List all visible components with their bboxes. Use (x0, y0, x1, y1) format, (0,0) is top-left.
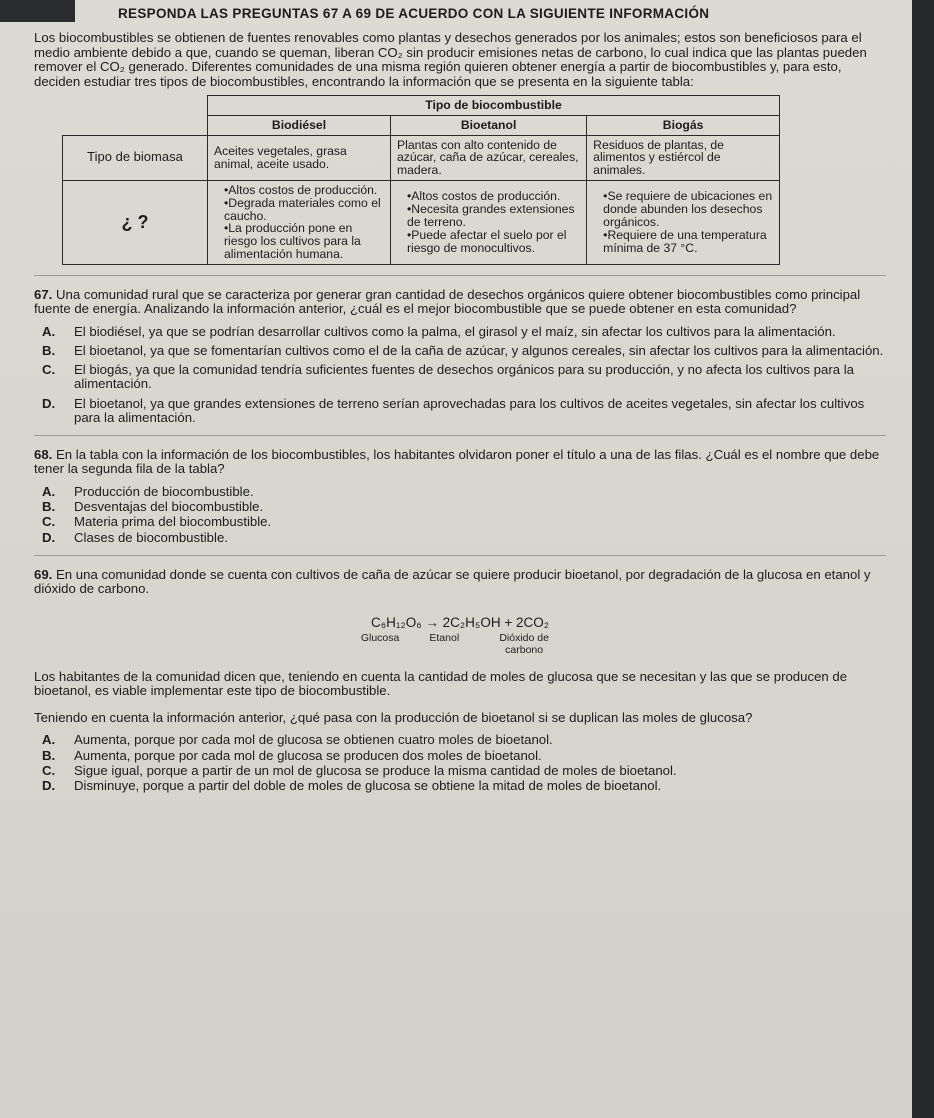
option-text: El biogás, ya que la comunidad tendría suficientes fuentes de desechos orgánicos para su producción, y no afecta los cultivos para la alimentación. (74, 362, 855, 392)
option-letter: B. (42, 499, 56, 515)
question-number: 67. (34, 286, 53, 302)
question-68 (34, 448, 886, 545)
list-item: • Puede afectar el suelo por el riesgo de monocultivos. (407, 229, 580, 255)
list-item: • Degrada materiales como el caucho. (224, 197, 384, 223)
list-item: • Altos costos de producción. (224, 184, 384, 197)
option-letter: B. (42, 747, 56, 763)
equation-labels (34, 632, 886, 656)
question-text-2: Los habitantes de la comunidad dicen que, teniendo en cuenta la cantidad de moles de glucosa que se necesitan y las que se producen de bioetanol, es viable implementar este tipo de biocombustible. (34, 668, 848, 699)
list-item: • La producción pone en riesgo los cultivos para la alimentación humana. (224, 222, 384, 260)
section-heading: RESPONDA LAS PREGUNTAS 67 A 69 DE ACUERDO CON LA SIGUIENTE INFORMACIÓN (118, 6, 710, 21)
table-row (63, 180, 780, 264)
option-a[interactable] (42, 733, 886, 747)
option-b[interactable] (42, 500, 886, 514)
divider (34, 275, 886, 276)
option-text: Materia prima del biocombustible. (74, 514, 272, 530)
question-number: 69. (34, 566, 53, 582)
table-header-row (63, 96, 780, 116)
option-text: Aumenta, porque por cada mol de glucosa se producen dos moles de bioetanol. (74, 747, 542, 763)
option-letter: C. (42, 514, 56, 530)
question-67 (34, 288, 886, 425)
option-d[interactable] (42, 531, 886, 545)
table-cell (391, 180, 587, 264)
option-letter: D. (42, 529, 56, 545)
label-dioxido: Dióxido de carbono (499, 631, 549, 656)
column-biodiesel: Biodiésel (208, 115, 391, 135)
row-header-missing: ¿ ? (63, 180, 208, 264)
table-row (63, 135, 780, 180)
column-bioetanol: Bioetanol (391, 115, 587, 135)
option-text: El bioetanol, ya que se fomentarían cultivos como el de la caña de azúcar, y algunos cereales, sin afectar los cultivos para la alimentación. (74, 342, 884, 358)
option-text: El biodiésel, ya que se podrían desarrollar cultivos como la palma, el girasol y el maíz, sin afectar los cultivos para la alimentación. (74, 323, 836, 339)
table-cell: Residuos de plantas, de alimentos y estiércol de animales. (587, 135, 780, 180)
option-text: Disminuye, porque a partir del doble de moles de glucosa se obtiene la mitad de moles de bioetanol. (74, 777, 662, 793)
question-text: Una comunidad rural que se caracteriza por generar gran cantidad de desechos orgánicos quiere obtener biocombustibles como principal fuente de energía. Analizando la información anterior, ¿cuál es el mejor biocombustible que se puede obtener en esta comunidad? (34, 286, 861, 317)
option-d[interactable] (42, 397, 886, 425)
label-glucosa: Glucosa (360, 631, 400, 644)
option-letter: A. (42, 323, 56, 339)
question-69 (34, 568, 886, 793)
option-letter: B. (42, 342, 56, 358)
table-cell: Aceites vegetales, grasa animal, aceite usado. (208, 135, 391, 180)
options-69 (42, 733, 886, 793)
row-header-biomasa: Tipo de biomasa (63, 135, 208, 180)
option-c[interactable] (42, 515, 886, 529)
option-text: Desventajas del biocombustible. (74, 499, 264, 515)
option-letter: A. (42, 732, 56, 748)
option-text: Clases de biocombustible. (74, 529, 228, 545)
option-text: El bioetanol, ya que grandes extensiones de terreno serían aprovechadas para los cultivos de aceites vegetales, sin afectar los cultivos para la alimentación. (74, 395, 865, 425)
option-b[interactable] (42, 344, 886, 358)
option-d[interactable] (42, 779, 886, 793)
option-a[interactable] (42, 485, 886, 499)
question-text-3: Teniendo en cuenta la información anterior, ¿qué pasa con la producción de bioetanol si se duplican las moles de glucosa? (34, 709, 753, 725)
dark-edge (912, 0, 934, 1118)
biofuel-table (62, 95, 780, 265)
table-cell: Plantas con alto contenido de azúcar, caña de azúcar, cereales, madera. (391, 135, 587, 180)
list-item: • Altos costos de producción. (407, 190, 580, 203)
question-text: En una comunidad donde se cuenta con cultivos de caña de azúcar se quiere producir bioetanol, por degradación de la glucosa en etanol y dióxido de carbono. (34, 566, 871, 597)
label-etanol: Etanol (429, 631, 460, 644)
table-corner (63, 96, 208, 136)
list-item: • Se requiere de ubicaciones en donde abunden los desechos orgánicos. (603, 190, 773, 228)
option-b[interactable] (42, 749, 886, 763)
document (34, 6, 886, 794)
option-letter: C. (42, 362, 56, 378)
option-text: Sigue igual, porque a partir de un mol de glucosa se produce la misma cantidad de moles de bioetanol. (74, 762, 677, 778)
table-cell (208, 180, 391, 264)
option-letter: D. (42, 395, 56, 411)
option-letter: A. (42, 483, 56, 499)
option-text: Aumenta, porque por cada mol de glucosa se obtienen cuatro moles de bioetanol. (74, 732, 553, 748)
option-c[interactable] (42, 764, 886, 778)
options-67 (42, 325, 886, 425)
question-number: 68. (34, 446, 53, 462)
options-68 (42, 485, 886, 545)
list-item: • Requiere de una temperatura mínima de 37 °C. (603, 229, 773, 255)
group-header: Tipo de biocombustible (208, 96, 780, 116)
column-biogas: Biogás (587, 115, 780, 135)
question-text: En la tabla con la información de los biocombustibles, los habitantes olvidaron poner el título a una de las filas. ¿Cuál es el nombre que debe tener la segunda fila de la tabla? (34, 446, 880, 477)
table-cell (587, 180, 780, 264)
list-item: • Necesita grandes extensiones de terreno. (407, 203, 580, 229)
option-letter: C. (42, 762, 56, 778)
option-a[interactable] (42, 325, 886, 339)
intro-paragraph: Los biocombustibles se obtienen de fuentes renovables como plantas y desechos generados por los animales; estos son beneficiosos para el medio ambiente debido a que, cuando se queman, liberan CO₂ sin producir emisiones netas de carbono, lo cual indica que las plantas pueden remover el CO₂ generado. Diferentes comunidades de una misma región quieren obtener energía a partir de biocombustibles y, para esto, deciden estudiar tres tipos de biocombustibles, encontrando la información que se presenta en la siguiente tabla: (34, 30, 867, 89)
option-text: Producción de biocombustible. (74, 483, 254, 499)
divider (34, 435, 886, 436)
divider (34, 555, 886, 556)
option-c[interactable] (42, 363, 886, 391)
option-letter: D. (42, 777, 56, 793)
chemical-equation: C₆H₁₂O₆ → 2C₂H₅OH + 2CO₂ (370, 614, 549, 630)
